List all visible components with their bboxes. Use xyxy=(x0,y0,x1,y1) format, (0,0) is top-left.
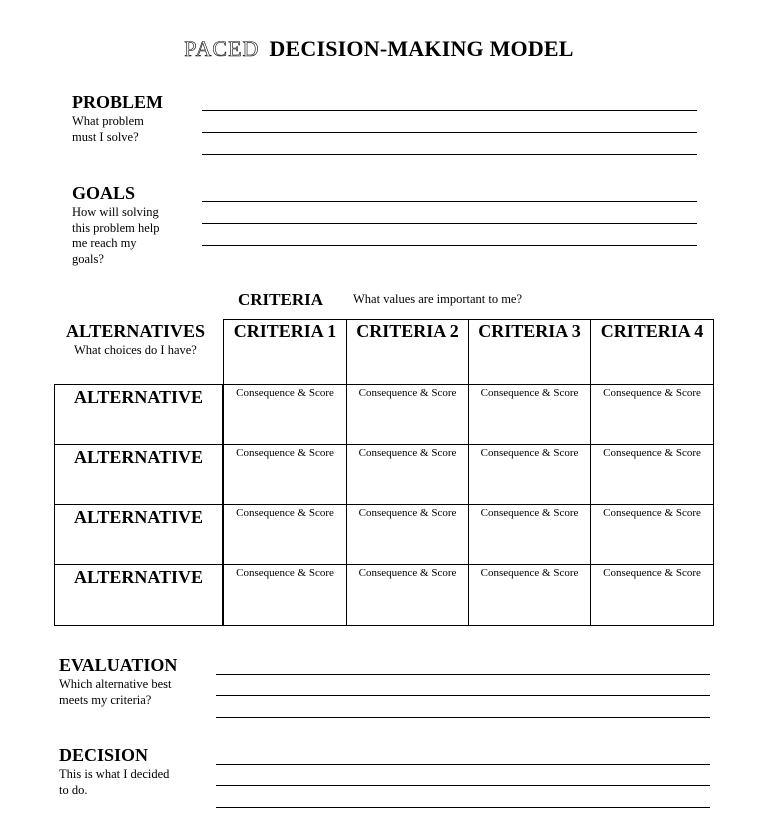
consequence-score-cell[interactable] xyxy=(590,384,714,445)
criteria-header-label: CRITERIA 4 xyxy=(600,321,704,341)
goals-heading: GOALS xyxy=(72,183,136,203)
consequence-score-cell[interactable] xyxy=(468,384,591,445)
consequence-score-label: Consequence & Score xyxy=(603,387,701,399)
consequence-score-label: Consequence & Score xyxy=(358,507,457,519)
problem-prompt-line: must I solve? xyxy=(72,129,139,144)
alternative-label: ALTERNATIVE xyxy=(73,447,204,467)
criteria-header-cell[interactable] xyxy=(468,319,591,385)
criteria-header-label: CRITERIA 3 xyxy=(478,321,581,341)
consequence-score-label: Consequence & Score xyxy=(358,567,457,579)
consequence-score-label: Consequence & Score xyxy=(236,447,334,459)
consequence-score-cell[interactable] xyxy=(346,564,469,626)
problem-heading: PROBLEM xyxy=(72,92,164,112)
goals-prompt-line: goals? xyxy=(72,251,104,266)
criteria-header-cell[interactable] xyxy=(346,319,469,385)
consequence-score-label: Consequence & Score xyxy=(603,507,701,519)
consequence-score-label: Consequence & Score xyxy=(603,447,701,459)
consequence-score-cell[interactable] xyxy=(223,504,347,565)
criteria-header-cell[interactable] xyxy=(223,319,347,385)
consequence-score-cell[interactable] xyxy=(590,564,714,626)
evaluation-prompt-line: meets my criteria? xyxy=(59,692,152,707)
consequence-score-label: Consequence & Score xyxy=(480,447,579,459)
consequence-score-label: Consequence & Score xyxy=(236,387,334,399)
title-prefix: PACED xyxy=(184,36,260,61)
consequence-score-cell[interactable] xyxy=(346,384,469,445)
alternative-label: ALTERNATIVE xyxy=(73,507,204,527)
consequence-score-label: Consequence & Score xyxy=(358,447,457,459)
decision-prompt-line: to do. xyxy=(59,782,88,797)
alternative-row-label-cell[interactable] xyxy=(54,564,223,626)
evaluation-prompt xyxy=(59,677,171,708)
decision-write-line[interactable] xyxy=(216,764,710,765)
consequence-score-label: Consequence & Score xyxy=(480,507,579,519)
consequence-score-label: Consequence & Score xyxy=(358,387,457,399)
consequence-score-label: Consequence & Score xyxy=(480,387,579,399)
evaluation-write-line[interactable] xyxy=(216,674,710,675)
decision-write-line[interactable] xyxy=(216,807,710,808)
alternative-row-label-cell[interactable] xyxy=(54,504,223,565)
alternatives-question: What choices do I have? xyxy=(74,343,197,357)
criteria-question: What values are important to me? xyxy=(353,292,523,306)
goals-prompt-line: this problem help xyxy=(72,220,160,235)
consequence-score-cell[interactable] xyxy=(468,564,591,626)
evaluation-heading: EVALUATION xyxy=(59,655,178,675)
criteria-label: CRITERIA xyxy=(238,290,324,309)
matrix-divider xyxy=(222,384,224,626)
consequence-score-cell[interactable] xyxy=(223,384,347,445)
consequence-score-cell[interactable] xyxy=(346,504,469,565)
problem-prompt xyxy=(72,114,144,145)
goals-write-line[interactable] xyxy=(202,223,697,224)
consequence-score-label: Consequence & Score xyxy=(480,567,579,579)
consequence-score-label: Consequence & Score xyxy=(603,567,701,579)
consequence-score-cell[interactable] xyxy=(468,444,591,505)
problem-write-line[interactable] xyxy=(202,110,697,111)
decision-write-line[interactable] xyxy=(216,785,710,786)
consequence-score-label: Consequence & Score xyxy=(236,507,334,519)
evaluation-prompt-line: Which alternative best xyxy=(59,677,172,691)
criteria-header-cell[interactable] xyxy=(590,319,714,385)
goals-write-line[interactable] xyxy=(202,245,697,246)
alternatives-heading: ALTERNATIVES xyxy=(66,321,206,341)
decision-heading: DECISION xyxy=(59,745,149,765)
consequence-score-cell[interactable] xyxy=(590,444,714,505)
consequence-score-cell[interactable] xyxy=(590,504,714,565)
alternative-label: ALTERNATIVE xyxy=(73,387,204,407)
consequence-score-cell[interactable] xyxy=(223,564,347,626)
consequence-score-cell[interactable] xyxy=(223,444,347,505)
problem-write-line[interactable] xyxy=(202,154,697,155)
evaluation-write-line[interactable] xyxy=(216,717,710,718)
goals-write-line[interactable] xyxy=(202,201,697,202)
consequence-score-cell[interactable] xyxy=(346,444,469,505)
goals-prompt-line: How will solving xyxy=(72,205,159,219)
problem-prompt-line: What problem xyxy=(72,114,144,128)
title-main: DECISION-MAKING MODEL xyxy=(269,36,574,61)
goals-prompt xyxy=(72,205,160,267)
alternative-row-label-cell[interactable] xyxy=(54,444,223,505)
criteria-header-label: CRITERIA 2 xyxy=(356,321,459,341)
page-title xyxy=(0,36,758,62)
consequence-score-cell[interactable] xyxy=(468,504,591,565)
consequence-score-label: Consequence & Score xyxy=(236,567,334,579)
decision-prompt xyxy=(59,767,169,798)
evaluation-write-line[interactable] xyxy=(216,695,710,696)
decision-prompt-line: This is what I decided xyxy=(59,767,170,781)
alternative-label: ALTERNATIVE xyxy=(73,567,204,587)
alternative-row-label-cell[interactable] xyxy=(54,384,223,445)
problem-write-line[interactable] xyxy=(202,132,697,133)
goals-prompt-line: me reach my xyxy=(72,236,137,250)
criteria-header-label: CRITERIA 1 xyxy=(233,321,337,341)
